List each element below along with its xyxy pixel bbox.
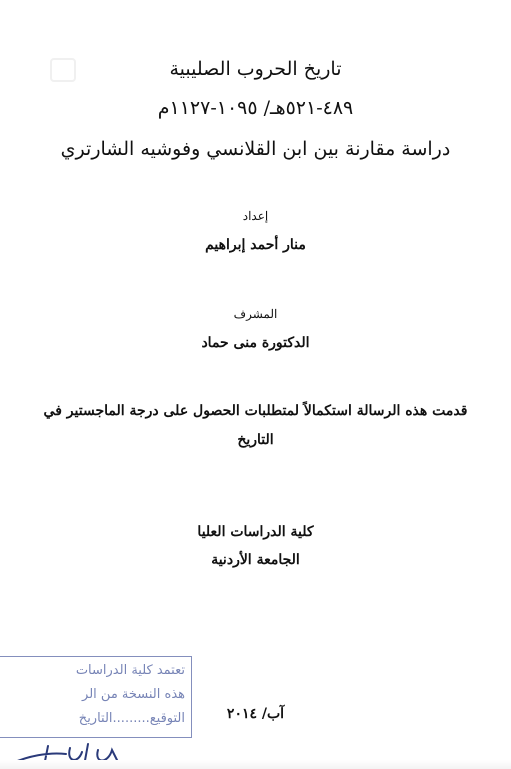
submission-date: آب/ ٢٠١٤ (226, 706, 285, 722)
stamp-line-1: تعتمد كلية الدراسات (75, 663, 185, 678)
stamp-line-3: التوقيع.........التاريخ (78, 711, 185, 726)
scan-edge-shadow (0, 760, 511, 769)
thesis-title: تاريخ الحروب الصليبية (169, 58, 342, 80)
supervisor-name: الدكتورة منى حماد (201, 335, 310, 351)
prepared-by-label: إعداد (242, 209, 269, 223)
approval-stamp (0, 656, 192, 738)
supervisor-label: المشرف (233, 307, 278, 321)
author-name: منار أحمد إبراهيم (205, 237, 306, 253)
submission-statement: قدمت هذه الرسالة استكمالاً لمتطلبات الحصول على درجة الماجستير في (43, 403, 468, 419)
stamp-line-2: هذه النسخة من الر (82, 687, 185, 702)
faculty-name: كلية الدراسات العليا (197, 524, 314, 540)
thesis-subtitle: دراسة مقارنة بين ابن القلانسي وفوشيه الشارتري (60, 138, 451, 160)
university-name: الجامعة الأردنية (211, 552, 300, 568)
submission-statement-field: التاريخ (237, 432, 274, 448)
thesis-dates: ٤٨٩-٥٢١هـ/ ١٠٩٥-١١٢٧م (157, 97, 354, 119)
